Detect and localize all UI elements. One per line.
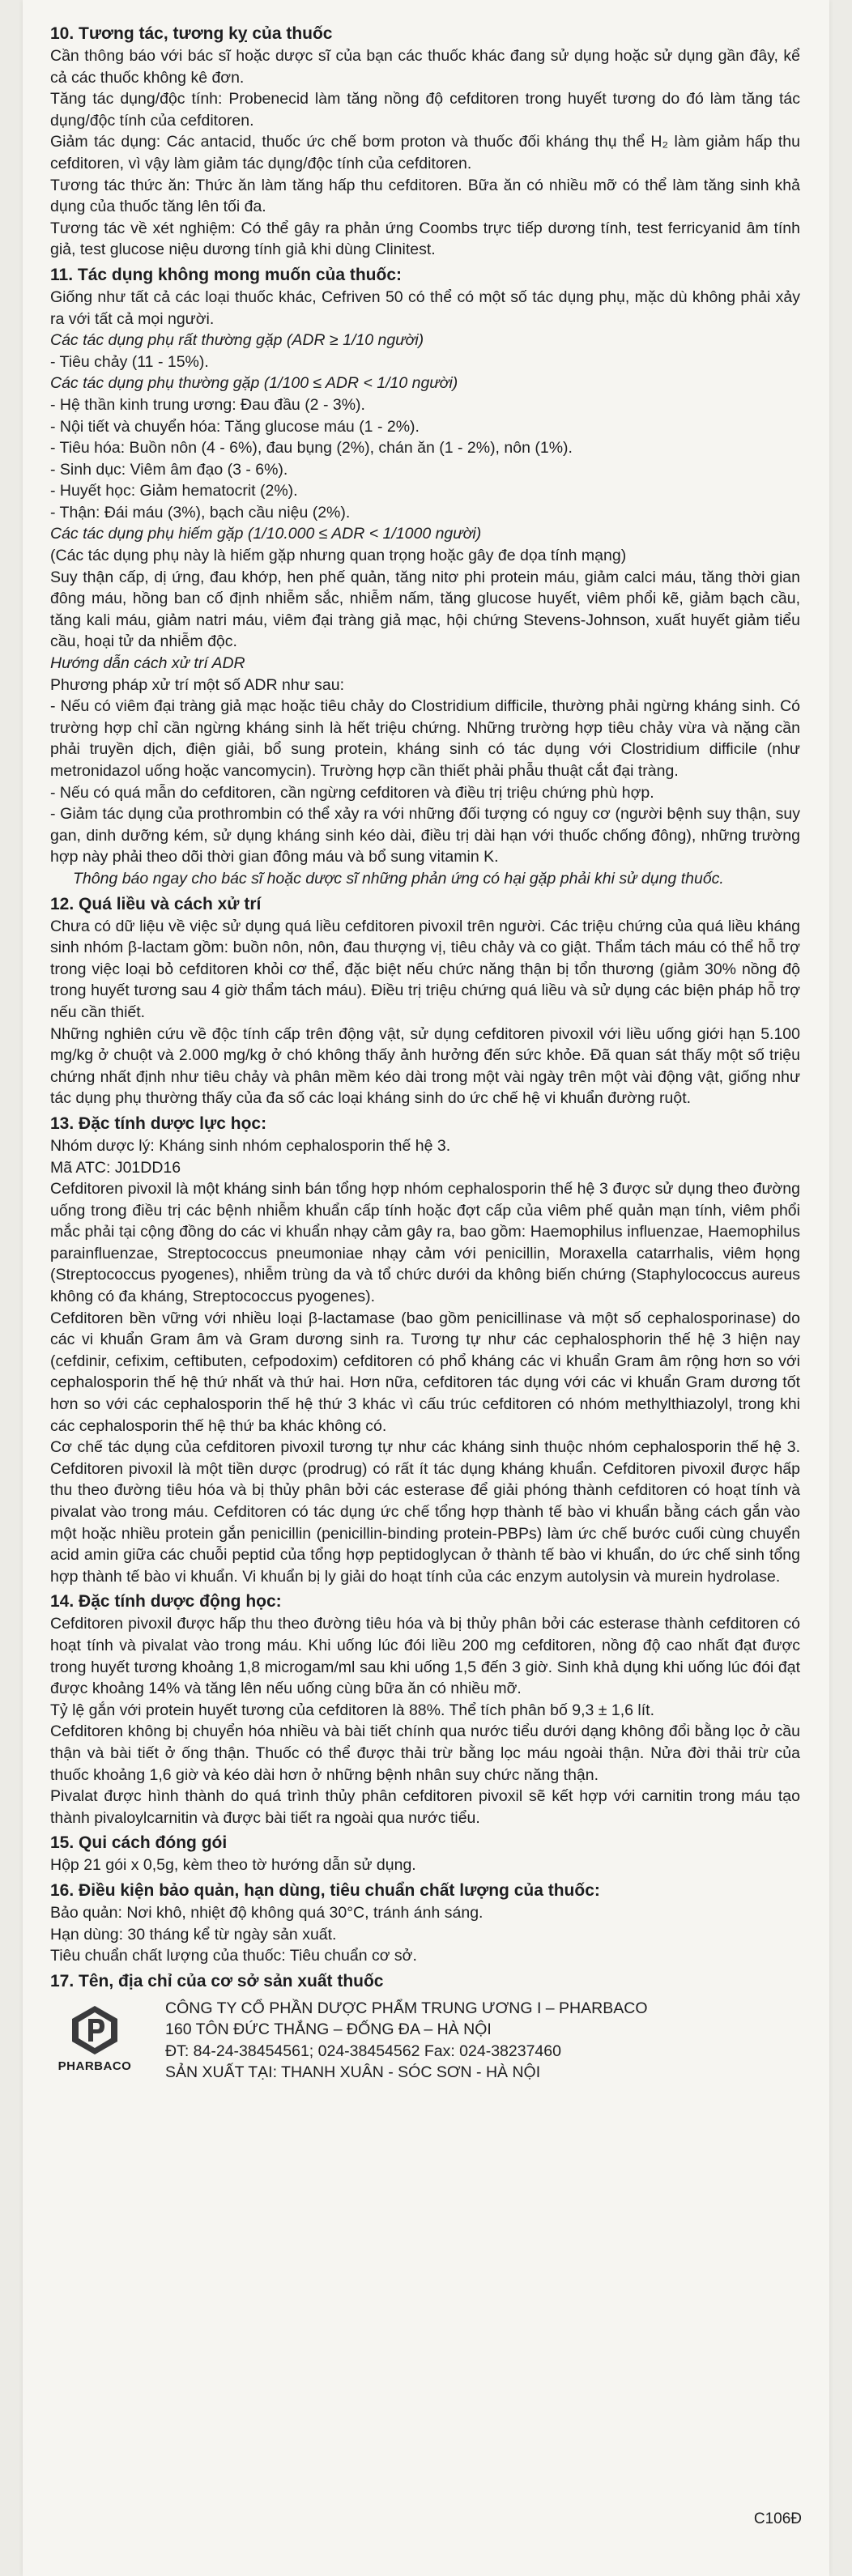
- paragraph: Thông báo ngay cho bác sĩ hoặc dược sĩ những phản ứng có hại gặp phải khi sử dụng thuốc.: [73, 869, 724, 888]
- section-title: 14. Đặc tính dược động học:: [50, 1592, 282, 1612]
- paragraph: - Nếu có viêm đại tràng giả mạc hoặc tiêu chảy do Clostridium difficile, thường phải ngừng kháng sinh. Có trường hợp chỉ cần ngừng kháng sinh là hết triệu chứng. Những trường hợp tiêu chảy vừa và nặng cần phải truyền dịch, điện giải, bổ sung protein, kháng sinh có tác dụng với Clostridium difficile (như metronidazol uống hoặc vancomycin). Trường hợp cần thiết phải phẫu thuật cắt đại tràng.: [50, 697, 800, 780]
- paragraph: Giống như tất cả các loại thuốc khác, Cefriven 50 có thể có một số tác dụng phụ, mặc dù không phải xảy ra với tất cả mọi người.: [50, 287, 800, 328]
- section-s11: [50, 264, 800, 890]
- manufacturer-block: [50, 1998, 800, 2084]
- paragraph: - Giảm tác dụng của prothrombin có thể xảy ra với những đối tượng có nguy cơ (người bệnh suy thận, suy gan, dinh dưỡng kém, sử dụng kháng sinh kéo dài, điều trị dài hạn với thuốc chống đông), những trường hợp này phải theo dõi thời gian đông máu và bổ sung vitamin K.: [50, 805, 800, 866]
- paragraph: - Tiêu chảy (11 - 15%).: [50, 352, 209, 371]
- section-title: 13. Đặc tính dược lực học:: [50, 1113, 267, 1133]
- section-s17: [50, 1970, 800, 2084]
- paragraph: Cefditoren bền vững với nhiều loại β-lactamase (bao gồm penicillinase và một số cephalosporinase) do các vi khuẩn Gram âm và Gram dương sinh ra. Tương tự như các cephalosphorin thế hệ 3 hiện nay (cefdinir, cefixim, ceftibuten, cefpodoxim) cefditoren có phổ kháng các vi khuẩn Gram âm rộng hơn so với cephalosporin thế hệ thứ nhất và thứ hai. Hơn nữa, cefditoren tác dụng với các vi khuẩn Gram dương tốt hơn so với các cephalosporin thế hệ thứ 3 khác vì cấu trúc cefditoren có nhóm methylthiazolyl, trong khi các cephalosporin thế hệ thứ ba khác không có.: [50, 1309, 800, 1435]
- paragraph: Cefditoren pivoxil là một kháng sinh bán tổng hợp nhóm cephalosporin thế hệ 3 được sử dụng theo đường uống trong điều trị các bệnh nhiễm khuẩn cấp tính hoặc đợt cấp của viêm phế quản mạn tính, viêm phổi mắc phải tại cộng đồng do các vi khuẩn nhạy cảm gây ra, bao gồm: Haemophilus influenzae, Haemophilus parainfluenzae, Streptococcus pneumoniae nhạy cảm với penicillin, Moraxella catarrhalis, viêm họng (Streptococcus pyogenes), nhiễm trùng da và tổ chức dưới da không biến chứng (Staphylococcus aureus không có đa kháng, Streptococcus pyogenes).: [50, 1180, 800, 1306]
- section-title: 16. Điều kiện bảo quản, hạn dùng, tiêu chuẩn chất lượng của thuốc:: [50, 1880, 600, 1900]
- paragraph: Tương tác về xét nghiệm: Có thể gây ra phản ứng Coombs trực tiếp dương tính, test ferricyanid âm tính giả, test glucose niệu dương tính giả khi dùng Clinitest.: [50, 219, 800, 259]
- section-s13: [50, 1113, 800, 1587]
- paragraph: - Huyết học: Giảm hematocrit (2%).: [50, 482, 298, 500]
- paragraph: Nhóm dược lý: Kháng sinh nhóm cephalosporin thế hệ 3.: [50, 1136, 451, 1155]
- company-name: CÔNG TY CỔ PHẦN DƯỢC PHẨM TRUNG ƯƠNG I – PHARBACO: [165, 1999, 648, 2017]
- pharbaco-logo: [50, 1998, 139, 2073]
- paragraph: - Thận: Đái máu (3%), bạch cầu niệu (2%).: [50, 503, 351, 522]
- section-title: 10. Tương tác, tương kỵ của thuốc: [50, 24, 333, 43]
- paragraph: Cefditoren không bị chuyển hóa nhiều và bài tiết chính qua nước tiểu dưới dạng không đổi bằng lọc ở cầu thận và bài tiết ở ống thận. Thuốc có thể được thải trừ bằng lọc máu ngoài thận. Nửa đời thải trừ của thuốc khoảng 1,6 giờ và kéo dài hơn ở những bệnh nhân suy chức năng thận.: [50, 1722, 800, 1784]
- section-title: 17. Tên, địa chỉ của cơ sở sản xuất thuốc: [50, 1971, 384, 1991]
- company-address: 160 TÔN ĐỨC THẮNG – ĐỐNG ĐA – HÀ NỘI: [165, 2020, 492, 2039]
- leaflet-sheet: [23, 0, 829, 2576]
- logo-caption: PHARBACO: [58, 2059, 132, 2073]
- paragraph: - Nội tiết và chuyển hóa: Tăng glucose máu (1 - 2%).: [50, 417, 420, 436]
- paragraph: Giảm tác dụng: Các antacid, thuốc ức chế bơm proton và thuốc đối kháng thụ thể H₂ làm giảm hấp thu cefditoren, vì vậy làm giảm tác dụng/độc tính của cefditoren.: [50, 133, 800, 172]
- section-s15: [50, 1832, 800, 1876]
- paragraph: Bảo quản: Nơi khô, nhiệt độ không quá 30°C, tránh ánh sáng.: [50, 1903, 484, 1922]
- paragraph: Cơ chế tác dụng của cefditoren pivoxil tương tự như các kháng sinh thuộc nhóm cephalosporin thế hệ 3. Cefditoren pivoxil là một tiền dược (prodrug) có rất ít tác dụng kháng khuẩn. Cefditoren pivoxil được hấp thu theo đường tiêu hóa và bị thủy phân bởi các esterase để giải phóng thành cefditoren có hoạt tính và pivalat vào trong máu. Cefditoren có tác dụng ức chế tổng hợp thành tế bào vi khuẩn bằng cách gắn vào một hoặc nhiều protein gắn penicillin (penicillin-binding protein-PBPs) làm ức chế bước cuối cùng chuyển acid amin giữa các chuỗi peptid của tổng hợp peptidoglycan ở thành tế bào vi khuẩn, do ức chế sinh tổng hợp thành tế bào vi khuẩn. Vi khuẩn bị ly giải do hoạt tính của các enzym autolysin và murein hydrolase.: [50, 1438, 800, 1586]
- paragraph: Các tác dụng phụ rất thường gặp (ADR ≥ 1/10 người): [50, 331, 424, 350]
- section-title: 12. Quá liều và cách xử trí: [50, 894, 262, 913]
- paragraph: Pivalat được hình thành do quá trình thủy phân cefditoren pivoxil sẽ kết hợp với carnitin trong máu tạo thành pivaloylcarnitin và được bài tiết ra ngoài qua nước tiểu.: [50, 1787, 800, 1827]
- paragraph: - Tiêu hóa: Buồn nôn (4 - 6%), đau bụng (2%), chán ăn (1 - 2%), nôn (1%).: [50, 439, 573, 458]
- paragraph: Tăng tác dụng/độc tính: Probenecid làm tăng nồng độ cefditoren trong huyết tương do đó làm tăng tác dụng/độc tính của cefditoren.: [50, 90, 800, 130]
- paragraph: Phương pháp xử trí một số ADR như sau:: [50, 675, 345, 694]
- paragraph: Cần thông báo với bác sĩ hoặc dược sĩ của bạn các thuốc khác đang sử dụng hoặc sử dụng gần đây, kể cả các thuốc không kê đơn.: [50, 47, 800, 87]
- document-code: C106Đ: [753, 2510, 802, 2527]
- section-s12: [50, 893, 800, 1109]
- paragraph: - Sinh dục: Viêm âm đạo (3 - 6%).: [50, 460, 288, 479]
- paragraph: Tỷ lệ gắn với protein huyết tương của cefditoren là 88%. Thể tích phân bố 9,3 ± 1,6 lít.: [50, 1701, 654, 1719]
- paragraph: Các tác dụng phụ thường gặp (1/100 ≤ ADR < 1/10 người): [50, 374, 458, 393]
- paragraph: Những nghiên cứu về độc tính cấp trên động vật, sử dụng cefditoren pivoxil với liều uống giới hạn 5.100 mg/kg ở chuột và 2.000 mg/kg ở chó không thấy ảnh hưởng đến sức khỏe. Đã quan sát thấy một số triệu chứng nhất định như tiêu chảy và phân mềm kéo dài trong một vài ngày trên một vài động vật, giống như tác dụng phụ thường thấy của đa số các loại kháng sinh do ức chế hệ vi khuẩn đường ruột.: [50, 1024, 800, 1108]
- paragraph: Suy thận cấp, dị ứng, đau khớp, hen phế quản, tăng nitơ phi protein máu, giảm calci máu, tăng thời gian đông máu, hồng ban cố định nhiễm sắc, nhiễm nấm, tăng glucose huyết, viêm phổi kẽ, giảm bạch cầu, tăng kali máu, giảm natri máu, viêm đại tràng giả mạc, hội chứng Stevens-Johnson, xuất huyết giảm tiểu cầu, hoại tử da nhiễm độc.: [50, 568, 800, 651]
- section-title: 15. Qui cách đóng gói: [50, 1833, 228, 1853]
- company-factory: SẢN XUẤT TẠI: THANH XUÂN - SÓC SƠN - HÀ NỘI: [165, 2063, 541, 2082]
- paragraph: Hạn dùng: 30 tháng kể từ ngày sản xuất.: [50, 1925, 337, 1944]
- paragraph: Hộp 21 gói x 0,5g, kèm theo tờ hướng dẫn sử dụng.: [50, 1856, 416, 1875]
- paragraph: Các tác dụng phụ hiếm gặp (1/10.000 ≤ ADR < 1/1000 người): [50, 525, 482, 543]
- paragraph: Mã ATC: J01DD16: [50, 1158, 181, 1177]
- section-s14: [50, 1590, 800, 1829]
- section-s10: [50, 23, 800, 261]
- paragraph: (Các tác dụng phụ này là hiếm gặp nhưng quan trọng hoặc gây đe dọa tính mạng): [50, 547, 627, 565]
- paragraph: Tương tác thức ăn: Thức ăn làm tăng hấp thu cefditoren. Bữa ăn có nhiều mỡ có thể làm tăng sinh khả dụng của thuốc tăng lên tối đa.: [50, 176, 800, 216]
- paragraph: Cefditoren pivoxil được hấp thu theo đường tiêu hóa và bị thủy phân bởi các esterase thành cefditoren có hoạt tính và pivalat vào trong máu. Khi uống lúc đói liều 200 mg cefditoren, nồng độ cao nhất đạt được trong huyết tương khoảng 1,8 microgam/ml sau khi uống 1,5 đến 3 giờ. Sinh khả dụng khi uống lúc đói đạt được khoảng 14% và tăng lên nếu uống cùng bữa ăn có nhiều mỡ.: [50, 1615, 800, 1698]
- leaflet-content: [50, 19, 800, 2084]
- paragraph: Tiêu chuẩn chất lượng của thuốc: Tiêu chuẩn cơ sở.: [50, 1947, 417, 1965]
- paragraph: Chưa có dữ liệu về việc sử dụng quá liều cefditoren pivoxil trên người. Các triệu chứng của quá liều kháng sinh nhóm β-lactam gồm: buồn nôn, nôn, đau thượng vị, tiêu chảy và co giật. Thẩm tách máu có thể hỗ trợ trong việc loại bỏ cefditoren khỏi cơ thể, đặc biệt nếu chức năng thận bị tổn thương (giảm 30% nồng độ trong huyết tương sau 4 giờ thẩm tách máu). Điều trị triệu chứng quá liều và sử dụng các biện pháp hỗ trợ nếu cần thiết.: [50, 917, 800, 1021]
- manufacturer-details: [139, 1998, 648, 2084]
- section-title: 11. Tác dụng không mong muốn của thuốc:: [50, 265, 403, 284]
- pharbaco-logo-icon: [69, 2004, 121, 2056]
- paragraph: - Nếu có quá mẫn do cefditoren, cần ngừng cefditoren và điều trị triệu chứng phù hợp.: [50, 783, 654, 802]
- paragraph: - Hệ thần kinh trung ương: Đau đầu (2 - 3%).: [50, 395, 365, 414]
- company-phone: ĐT: 84-24-38454561; 024-38454562 Fax: 024-38237460: [165, 2042, 561, 2060]
- section-s16: [50, 1880, 800, 1967]
- paragraph: Hướng dẫn cách xử trí ADR: [50, 654, 245, 673]
